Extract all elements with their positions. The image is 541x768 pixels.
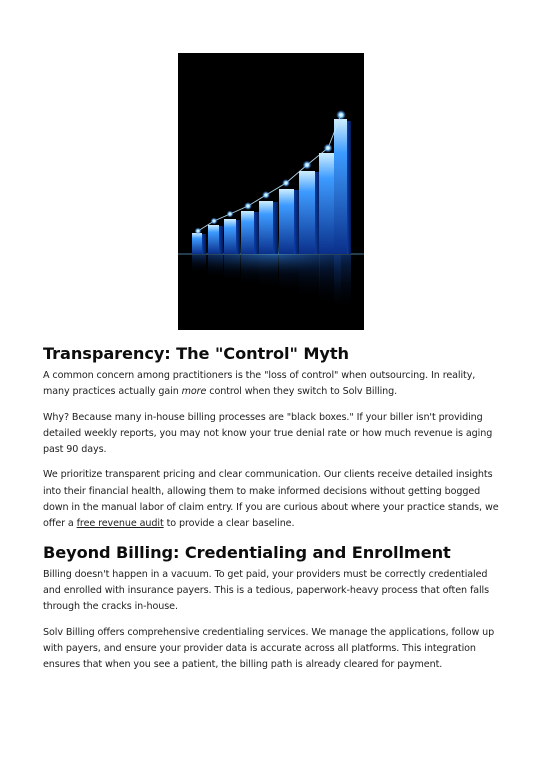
- paragraph: [43, 467, 503, 532]
- paragraph-text: We prioritize transparent pricing and clear communication. Our clients receive detailed insights into their financial health, allowing them to make informed decisions without getting bogged down in the manual labor of claim entry. If you are curious about where your practice stands, we offer a: [43, 469, 499, 530]
- paragraph: [43, 368, 503, 401]
- section-heading-credentialing: Beyond Billing: Credentialing and Enrollment: [43, 542, 451, 562]
- paragraph-text: A common concern among practitioners is the "loss of control" when outsourcing. In reality, many practices actually gain: [43, 370, 476, 398]
- hero-image: [178, 53, 364, 330]
- section-heading-transparency: Transparency: The "Control" Myth: [43, 344, 349, 363]
- paragraph: Billing doesn't happen in a vacuum. To get paid, your providers must be correctly credentialed and enrolled with insurance payers. This is a tedious, paperwork-heavy process that often falls through the cracks in-house.: [43, 568, 490, 613]
- paragraph: Solv Billing offers comprehensive credentialing services. We manage the applications, follow up with payers, and ensure your provider data is accurate across all platforms. This integration ensures that when you see a patient, the billing path is already cleared for payment.: [43, 626, 495, 671]
- paragraph-text: control when they switch to Solv Billing.: [206, 386, 398, 398]
- emphasis-text: more: [181, 386, 207, 398]
- rising-bar-chart-illustration: [178, 53, 364, 330]
- paragraph-text: to provide a clear baseline.: [163, 518, 295, 530]
- paragraph: Why? Because many in-house billing processes are "black boxes." If your biller isn't providing detailed weekly reports, you may not know your true denial rate or how much revenue is aging past 90 days.: [43, 411, 493, 456]
- free-revenue-audit-link[interactable]: free revenue audit: [76, 518, 164, 530]
- article-body: [43, 343, 503, 673]
